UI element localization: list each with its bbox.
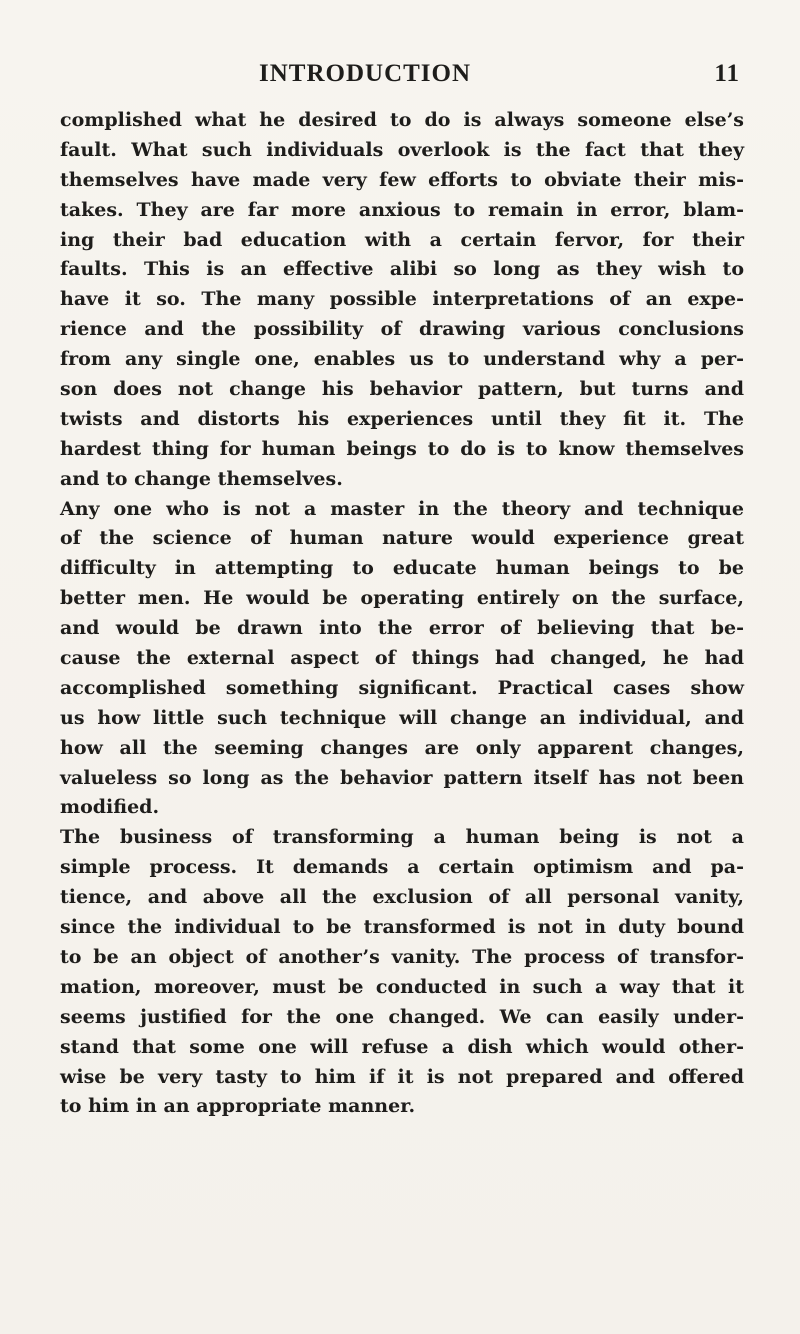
text-line: us how little such technique will change an individual, and [60,706,744,729]
page-number: 11 [714,60,740,87]
text-line: to be an object of another’s vanity. The process of transfor- [60,945,744,968]
text-line: seems justified for the one changed. We can easily under- [60,1005,744,1028]
text-line: faults. This is an effective alibi so long as they wish to [60,258,744,281]
text-line: and to change themselves. [60,467,343,490]
text-line: since the individual to be transformed is not in duty bound [60,916,744,939]
text-line: The business of transforming a human being is not a [60,826,744,849]
body-text [60,106,744,1122]
chapter-title: INTRODUCTION [259,60,472,87]
text-line: tience, and above all the exclusion of all personal vanity, [60,886,744,909]
text-line: to him in an appropriate manner. [60,1095,416,1118]
text-line: of the science of human nature would experience great [60,527,744,550]
text-line: valueless so long as the behavior pattern itself has not been [60,766,744,789]
text-line: Any one who is not a master in the theory and technique [60,497,744,520]
text-line: and would be drawn into the error of believing that be- [60,617,744,640]
text-line: mation, moreover, must be conducted in such a way that it [60,975,744,998]
text-line: son does not change his behavior pattern, but turns and [60,378,744,401]
text-line: accomplished something significant. Practical cases show [60,676,744,699]
text-line: stand that some one will refuse a dish which would other- [60,1035,744,1058]
text-line: themselves have made very few efforts to obviate their mis- [60,168,744,191]
text-line: hardest thing for human beings to do is to know themselves [60,437,744,460]
text-line: better men. He would be operating entirely on the surface, [60,587,744,610]
text-line: how all the seeming changes are only apparent changes, [60,736,744,759]
running-header [0,60,800,94]
text-line: twists and distorts his experiences until they fit it. The [60,407,744,430]
text-line: ing their bad education with a certain fervor, for their [60,228,744,251]
text-line: cause the external aspect of things had changed, he had [60,647,744,670]
text-line: wise be very tasty to him if it is not prepared and offered [60,1065,744,1088]
text-line: modified. [60,796,160,819]
text-line: complished what he desired to do is always someone else’s [60,109,744,131]
text-line: takes. They are far more anxious to remain in error, blam- [60,198,744,221]
text-line: difficulty in attempting to educate human beings to be [60,557,744,580]
text-line: have it so. The many possible interpretations of an expe- [60,288,744,311]
text-line: simple process. It demands a certain optimism and pa- [60,856,744,879]
text-line: rience and the possibility of drawing various conclusions [60,318,744,341]
text-line: fault. What such individuals overlook is the fact that they [60,138,744,161]
text-line: from any single one, enables us to understand why a per- [60,348,744,371]
